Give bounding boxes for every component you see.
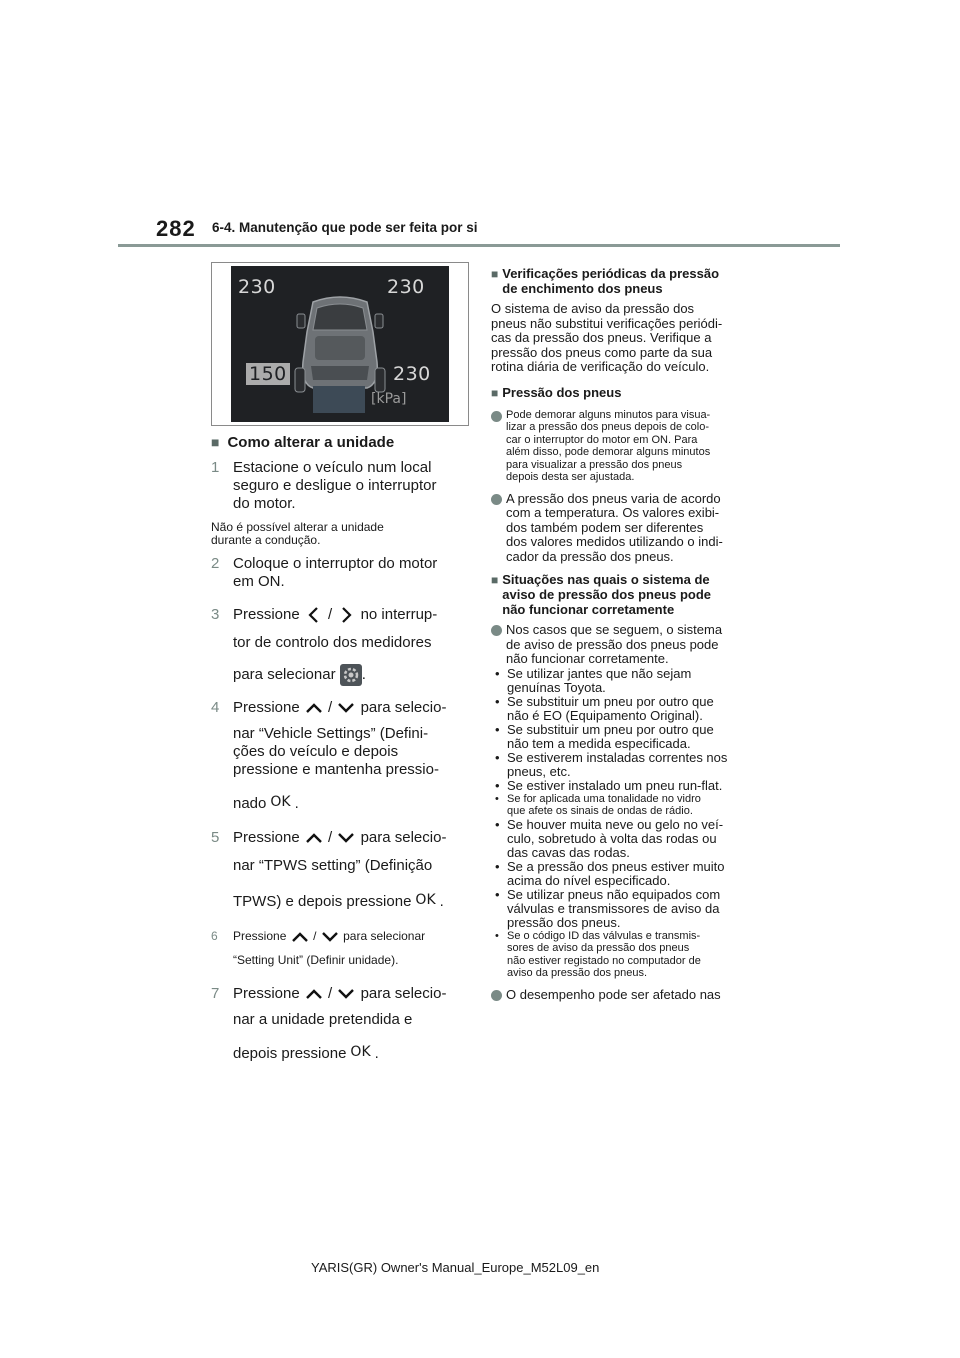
step-7: 7 Pressione / para selecio- nar a unidade pretendida e depois pressione OK .: [211, 985, 447, 1062]
chevron-right-icon: [336, 605, 356, 625]
chevron-up-icon: [304, 830, 324, 846]
page-number: 282: [156, 216, 196, 241]
paragraph-periodic-checks: O sistema de aviso da pressão dos pneus não substitui verificações periódi- cas da pressão dos pneus. Verifique a pressão dos pneus como parte da sua rotina diária de verificação do veículo.: [491, 301, 723, 374]
ok-button-icon: OK: [270, 794, 291, 810]
gear-settings-icon: [340, 664, 362, 686]
step-4: 4 Pressione / para selecio- nar “Vehicle Settings” (Defini- ções do veículo e depois pressione e mantenha pressio- nado OK .: [211, 699, 447, 812]
unit-highlight: [313, 386, 365, 413]
list-item: • Se estiver instalado um pneu run-flat.: [495, 777, 723, 793]
list-item: • Se substituir um pneu por outro que não tem a medida especificada.: [495, 721, 714, 751]
car-top-view-icon: [293, 292, 387, 396]
list-item: • Se a pressão dos pneus estiver muito acima do nível especificado.: [495, 858, 725, 888]
section-title: 6-4. Manutenção que pode ser feita por si: [212, 220, 478, 235]
rear-right-pressure: 230: [393, 363, 431, 385]
front-left-pressure: 230: [238, 276, 276, 298]
chevron-down-icon: [336, 830, 356, 846]
heading-malfunction-situations: ■ Situações nas quais o sistema de aviso de pressão dos pneus pode não funcionar corretamente: [491, 572, 712, 617]
list-item: • Se estiverem instaladas correntes nos pneus, etc.: [495, 749, 728, 779]
rear-left-pressure: 150: [246, 363, 290, 385]
chevron-up-icon: [304, 986, 324, 1002]
front-right-pressure: 230: [387, 276, 425, 298]
tire-pressure-display: [231, 266, 449, 422]
heading-periodic-checks: ■ Verificações periódicas da pressão de enchimento dos pneus: [491, 266, 720, 296]
heading-change-unit: ■ Como alterar a unidade: [211, 434, 395, 451]
chevron-up-icon: [304, 700, 324, 716]
list-item: • Se utilizar pneus não equipados com válvulas e transmissores de aviso da pressão dos pneus.: [495, 886, 721, 930]
chevron-up-icon: [290, 929, 310, 945]
ok-button-icon: OK: [415, 892, 436, 908]
list-item: • Se substituir um pneu por outro que não é EO (Equipamento Original).: [495, 693, 714, 723]
note-driving: Não é possível alterar a unidade durante a condução.: [211, 520, 384, 547]
header-divider: [118, 244, 840, 247]
bullet-display-delay: Pode demorar alguns minutos para visua- lizar a pressão dos pneus depois de colo- car o interruptor do motor em ON. Para além disso, pode demorar alguns minutos para visualizar a pressão dos pneus depois desta ser ajustada.: [491, 409, 751, 484]
tire-pressure-display-figure: [211, 262, 469, 426]
right-column: [491, 266, 751, 1002]
heading-tire-pressure: ■ Pressão dos pneus: [491, 384, 622, 400]
step-3: 3 Pressione / no interrup- tor de controlo dos medidores para selecionar .: [211, 601, 469, 689]
unit-label: [kPa]: [371, 391, 407, 407]
list-item: • Se utilizar jantes que não sejam genuínas Toyota.: [495, 665, 692, 695]
page-footer: YARIS(GR) Owner's Manual_Europe_M52L09_en: [311, 1260, 600, 1275]
left-column: [211, 262, 469, 1063]
step-5: 5 Pressione / para selecio- nar “TPWS setting” (Definição TPWS) e depois pressione OK .: [211, 829, 447, 910]
bullet-temperature: A pressão dos pneus varia de acordo com a temperatura. Os valores exibi- dos também podem ser diferentes dos valores medidos utilizando o indi- cador da pressão dos pneus.: [491, 492, 751, 565]
list-item: • Se for aplicada uma tonalidade no vidro que afete os sinais de ondas de rádio.: [495, 792, 701, 817]
bullet-cases: Nos casos que se seguem, o sistema de aviso de pressão dos pneus pode não funcionar corretamente.: [491, 623, 751, 667]
chevron-left-icon: [304, 605, 324, 625]
list-item: • Se houver muita neve ou gelo no veí- culo, sobretudo à volta das rodas ou das cavas das rodas.: [495, 816, 724, 860]
chevron-down-icon: [336, 986, 356, 1002]
step-2: 2 Coloque o interruptor do motor em ON.: [211, 555, 438, 590]
chevron-down-icon: [336, 700, 356, 716]
list-item: • Se o código ID das válvulas e transmis- sores de aviso da pressão dos pneus não estiver registado no computador de aviso da pressão dos pneus.: [495, 929, 701, 979]
step-1: 1 Estacione o veículo num local seguro e desligue o interruptor do motor.: [211, 459, 437, 512]
ok-button-icon: OK: [350, 1044, 371, 1060]
bullet-performance: O desempenho pode ser afetado nas: [491, 988, 751, 1003]
step-6: 6 Pressione / para selecionar “Setting Unit” (Definir unidade).: [211, 929, 426, 967]
chevron-down-icon: [320, 929, 340, 945]
